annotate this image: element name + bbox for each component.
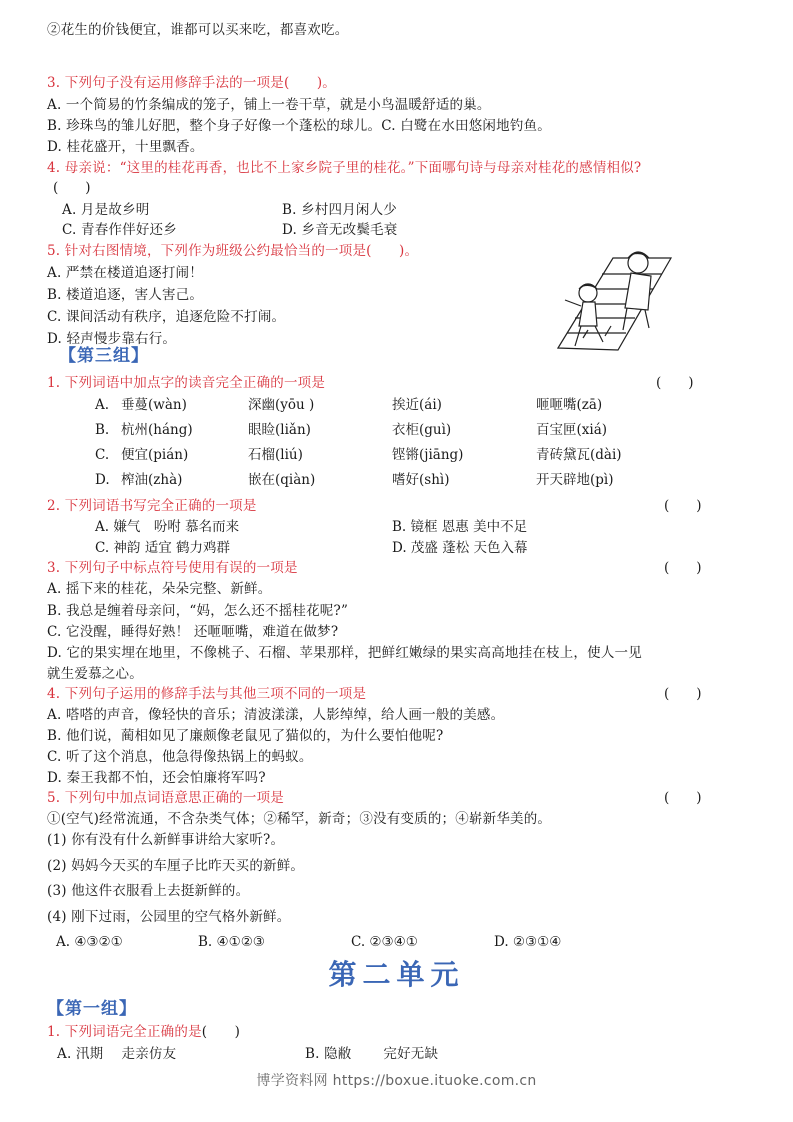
g3-q3-prompt: 3. 下列句子中标点符号使用有误的一项是	[47, 560, 298, 576]
q4-option-b: B. 乡村四月闲人少	[282, 202, 398, 218]
row-item: 青砖黛瓦(dài)	[536, 447, 622, 463]
row-item: 挨近(ái)	[392, 397, 442, 413]
row-label: A.	[95, 397, 110, 413]
q4-option-d: D. 乡音无改鬓毛衰	[282, 222, 398, 238]
g3-q5-choice-a: A. ④③②①	[56, 934, 123, 950]
q5-prompt: 5. 针对右图情境，下列作为班级公约最恰当的一项是( )。	[47, 243, 419, 259]
g3-q5-choice-c: C. ②③④①	[351, 934, 418, 950]
row-item: 衣柜(guì)	[392, 422, 452, 438]
q5-option-d: D. 轻声慢步靠右行。	[47, 331, 177, 347]
row-item: 榨油(zhà)	[121, 472, 183, 488]
u2-g1-q1-option-a: A. 汛期 走亲仿友	[57, 1046, 177, 1062]
g3-q5-prompt: 5. 下列句中加点词语意思正确的一项是	[47, 790, 284, 806]
g3-q5-choice-d: D. ②③①④	[494, 934, 562, 950]
row-item: 垂蔓(wàn)	[121, 397, 187, 413]
q5-option-a: A. 严禁在楼道追逐打闹！	[47, 265, 203, 281]
g3-q1-answer-blank[interactable]: ( )	[656, 375, 694, 391]
g3-q4-prompt: 4. 下列句子运用的修辞手法与其他三项不同的一项是	[47, 686, 367, 702]
row-item: 嗜好(shì)	[392, 472, 450, 488]
footer-watermark: 博学资料网 https://boxue.ituoke.com.cn	[256, 1073, 537, 1089]
row-item: 咂咂嘴(zā)	[536, 397, 603, 413]
g3-q3-option-b: B. 我总是缠着母亲问，“妈，怎么还不摇桂花呢?”	[47, 603, 349, 619]
q4-prompt: 4. 母亲说：“这里的桂花再香，也比不上家乡院子里的桂花。”下面哪句诗与母亲对桂花的感情相似?	[47, 160, 642, 176]
row-item: 杭州(háng)	[121, 422, 193, 438]
g3-q5-meanings: ①(空气)经常流通，不含杂类气体；②稀罕，新奇；③没有变质的；④崭新华美的。	[47, 811, 552, 827]
row-label: C.	[95, 447, 110, 463]
g3-q3-option-c: C. 它没醒，睡得好熟！ 还咂咂嘴，难道在做梦?	[47, 624, 339, 640]
g3-q3-option-d: D. 它的果实埋在地里，不像桃子、石榴、苹果那样，把鲜红嫩绿的果实高高地挂在枝上，使人一见	[47, 645, 642, 661]
g3-q4-option-c: C. 听了这个消息，他急得像热锅上的蚂蚁。	[47, 749, 313, 765]
group-3-title: 【第三组】	[59, 346, 149, 366]
row-item: 深幽(yōu )	[248, 397, 315, 413]
g3-q5-sentence-4: (4) 刚下过雨，公园里的空气格外新鲜。	[47, 909, 291, 925]
row-item: 开天辟地(pì)	[536, 472, 614, 488]
q3-option-b-c: B. 珍珠鸟的雏儿好肥，整个身子好像一个蓬松的球儿。C. 白鹭在水田悠闲地钓鱼。	[47, 118, 551, 134]
q4-answer-blank[interactable]: ( )	[53, 180, 91, 196]
row-item: 眼睑(liǎn)	[248, 422, 311, 438]
q5-option-c: C. 课间活动有秩序，追逐危险不打闹。	[47, 309, 286, 325]
g3-q3-option-a: A. 摇下来的桂花，朵朵完整、新鲜。	[47, 581, 272, 597]
g3-q5-sentence-1: (1) 你有没有什么新鲜事讲给大家听?。	[47, 832, 285, 848]
u2-g1-q1-prompt: 1. 下列词语完全正确的是( )	[47, 1024, 241, 1040]
q3-prompt: 3. 下列句子没有运用修辞手法的一项是( )。	[47, 75, 337, 91]
row-item: 百宝匣(xiá)	[536, 422, 608, 438]
g3-q4-option-a: A. 嗒嗒的声音，像轻快的音乐；清波漾漾，人影绰绰，给人画一般的美感。	[47, 707, 505, 723]
q4-option-c: C. 青春作伴好还乡	[62, 222, 177, 238]
children-stairs-illustration	[553, 238, 673, 358]
q3-option-a: A. 一个简易的竹条编成的笼子，铺上一卷干草，就是小鸟温暖舒适的巢。	[47, 97, 491, 113]
row-label: D.	[95, 472, 110, 488]
unit2-group-1-title: 【第一组】	[47, 999, 137, 1019]
row-item: 石榴(liú)	[248, 447, 303, 463]
row-item: 嵌在(qiàn)	[248, 472, 316, 488]
q2-option-line: ②花生的价钱便宜，谁都可以买来吃，都喜欢吃。	[47, 22, 349, 38]
row-item: 铿锵(jiāng)	[392, 447, 464, 463]
q4-option-a: A. 月是故乡明	[62, 202, 150, 218]
g3-q3-answer-blank[interactable]: ( )	[664, 560, 702, 576]
g3-q4-answer-blank[interactable]: ( )	[664, 686, 702, 702]
g3-q2-answer-blank[interactable]: ( )	[664, 498, 702, 514]
g3-q5-choice-b: B. ④①②③	[198, 934, 265, 950]
row-label: B.	[95, 422, 110, 438]
g3-q5-answer-blank[interactable]: ( )	[664, 790, 702, 806]
g3-q1-prompt: 1. 下列词语中加点字的读音完全正确的一项是	[47, 375, 326, 391]
g3-q2-option-b: B. 镜框 恩惠 美中不足	[392, 519, 528, 535]
q5-option-b: B. 楼道追逐，害人害己。	[47, 287, 204, 303]
u2-g1-q1-option-b: B. 隐敝 完好无缺	[305, 1046, 439, 1062]
g3-q3-option-d-cont: 就生爱慕之心。	[47, 666, 143, 682]
g3-q2-option-d: D. 茂盛 蓬松 天色入幕	[392, 540, 528, 556]
g3-q2-option-a: A. 嫌气 吩咐 慕名而来	[95, 519, 240, 535]
row-item: 便宜(pián)	[121, 447, 189, 463]
g3-q4-option-b: B. 他们说，蔺相如见了廉颇像老鼠见了猫似的，为什么要怕他呢?	[47, 728, 444, 744]
g3-q5-sentence-3: (3) 他这件衣服看上去挺新鲜的。	[47, 883, 250, 899]
q3-option-d: D. 桂花盛开，十里飘香。	[47, 139, 204, 155]
u2-g1-q1-answer-blank[interactable]: ( )	[201, 1024, 241, 1040]
unit-2-title: 第二单元	[328, 958, 465, 991]
g3-q5-sentence-2: (2) 妈妈今天买的车厘子比昨天买的新鲜。	[47, 858, 305, 874]
g3-q2-option-c: C. 神韵 适宜 鹤力鸡群	[95, 540, 231, 556]
g3-q4-option-d: D. 秦王我都不怕，还会怕廉将军吗?	[47, 770, 266, 786]
g3-q2-prompt: 2. 下列词语书写完全正确的一项是	[47, 498, 257, 514]
